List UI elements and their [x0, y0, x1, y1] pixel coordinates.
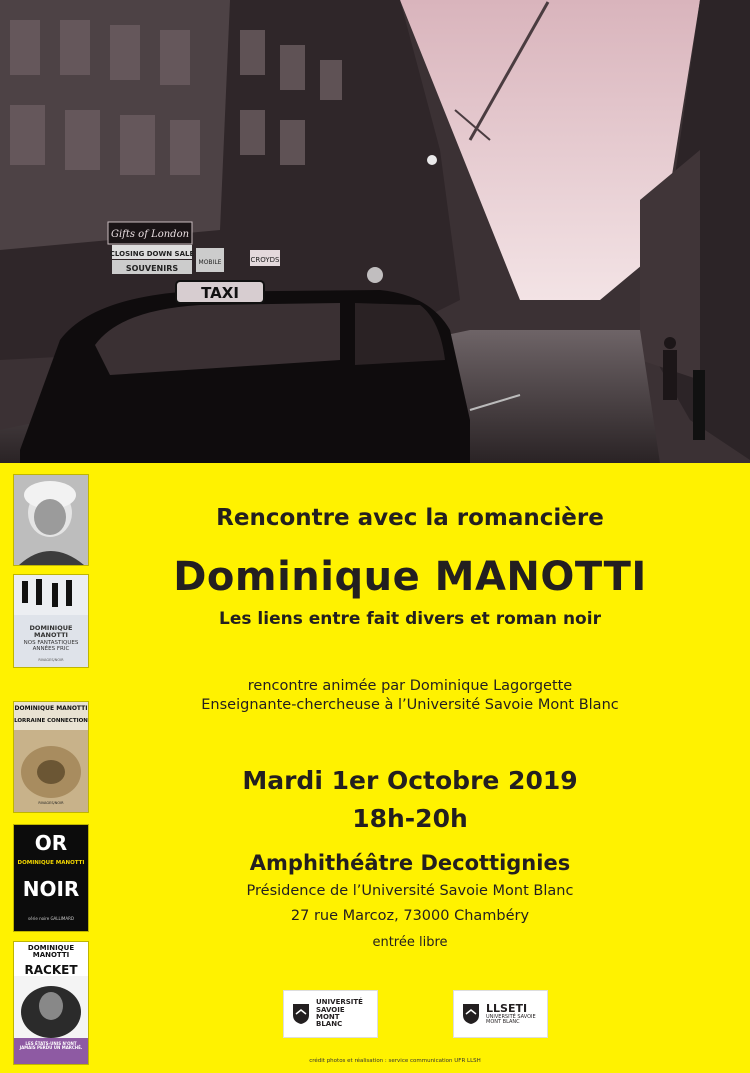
cover-author: DOMINIQUE MANOTTI	[27, 944, 75, 960]
cover-author: DOMINIQUE MANOTTI	[14, 705, 88, 712]
shop-sign-gifts: Gifts of London	[110, 229, 190, 240]
taxi-sign: TAXI	[201, 284, 239, 302]
shop-sign-souvenirs: SOUVENIRS	[125, 264, 179, 273]
photo-credit: crédit photos et réalisation : service communication UFR LLSH	[309, 1058, 481, 1064]
author-portrait	[14, 475, 88, 565]
llseti-title: LLSETI	[486, 1001, 528, 1015]
cover-publisher: RIVAGES/NOIR	[38, 801, 64, 805]
cover-tagline: LES ÉTATS-UNIS N'ONT JAMAIS PERDU UN MARCHÉ.	[19, 1041, 83, 1051]
cover-author: DOMINIQUE MANOTTI	[17, 860, 85, 866]
cover-racket	[14, 942, 88, 1064]
shop-sign-closing: CLOSING DOWN SALE	[109, 250, 195, 258]
event-time: 18h-20h	[352, 804, 468, 833]
usmb-logo-text: UNIVERSITÉ SAVOIE MONT BLANC	[316, 998, 363, 1029]
cover-title-bottom: NOIR	[22, 877, 80, 901]
cover-lorraine-connection	[14, 702, 88, 812]
usmb-logo	[283, 990, 378, 1038]
llseti-logo	[453, 990, 548, 1038]
cover-title: NOS FANTASTIQUES ANNÉES FRIC	[23, 640, 79, 652]
cover-title-top: OR	[34, 831, 68, 855]
venue-line2: Présidence de l’Université Savoie Mont Blanc	[246, 883, 574, 899]
venue-name: Amphithéâtre Decottignies	[249, 851, 571, 875]
llseti-sub: UNIVERSITÉ SAVOIE MONT BLANC	[486, 1013, 536, 1025]
cover-publisher: série noire GALLIMARD	[28, 916, 74, 921]
shield-icon	[462, 1003, 480, 1025]
event-date: Mardi 1er Octobre 2019	[242, 766, 578, 795]
shop-sign-croyds: CROYDS	[250, 256, 280, 264]
street-photo	[0, 0, 750, 463]
entry-info: entrée libre	[372, 935, 448, 950]
author-name: Dominique MANOTTI	[173, 554, 647, 600]
cover-title: RACKET	[24, 963, 78, 977]
cover-author: DOMINIQUE MANOTTI	[29, 624, 73, 639]
event-subtitle: Les liens entre fait divers et roman noir	[219, 609, 601, 629]
cover-or-noir	[14, 825, 88, 931]
moderator-role: Enseignante-chercheuse à l’Université Savoie Mont Blanc	[201, 697, 619, 713]
llseti-logo-text	[486, 1003, 538, 1025]
venue-address: 27 rue Marcoz, 73000 Chambéry	[290, 908, 530, 924]
moderator-line: rencontre animée par Dominique Lagorgette	[247, 678, 573, 694]
event-heading: Rencontre avec la romancière	[216, 505, 604, 531]
cover-title: LORRAINE CONNECTION	[14, 718, 88, 724]
shop-sign-mobile: MOBILE	[198, 259, 222, 266]
cover-publisher: RIVAGES/NOIR	[38, 658, 64, 662]
shield-icon	[292, 1003, 310, 1025]
cover-nos-fantastiques	[14, 575, 88, 667]
